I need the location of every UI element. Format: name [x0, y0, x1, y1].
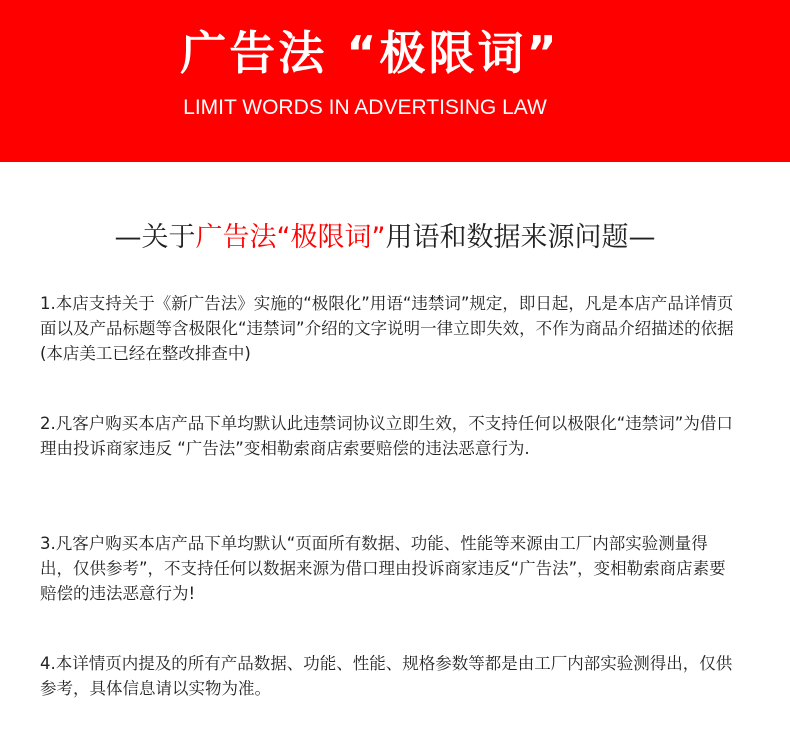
clause-3: 3.凡客户购买本店产品下单均默认“页面所有数据、功能、性能等来源由工厂内部实验测量得出，仅供参考”，不支持任何以数据来源为借口理由投诉商家违反“广告法”，变相勒索商店素要赔偿的违法恶意行为! — [40, 534, 726, 603]
clause-4: 4.本详情页内提及的所有产品数据、功能、性能、规格参数等都是由工厂内部实验测得出，仅供参考，具体信息请以实物为准。 — [40, 654, 733, 698]
clause-1: 1.本店支持关于《新广告法》实施的“极限化”用语“违禁词”规定，即日起，凡是本店产品详情页面以及产品标题等含极限化“违禁词”介绍的文字说明一律立即失效，不作为商品介绍描述的依据(本店美工已经在整改排查中) — [40, 294, 734, 363]
section-heading — [0, 218, 770, 258]
header-banner — [0, 0, 790, 162]
heading-suffix: 用语和数据来源问题— — [385, 222, 656, 253]
banner-subtitle: LIMIT WORDS IN ADVERTISING LAW — [183, 96, 547, 119]
heading-highlight: 广告法“极限词” — [195, 222, 386, 253]
heading-prefix: —关于 — [114, 222, 196, 253]
clause-2: 2.凡客户购买本店产品下单均默认此违禁词协议立即生效，不支持任何以极限化“违禁词”为借口理由投诉商家违反 “广告法”变相勒索商店索要赔偿的违法恶意行为. — [40, 414, 733, 458]
banner-title: 广告法 “极限词” — [180, 26, 560, 80]
